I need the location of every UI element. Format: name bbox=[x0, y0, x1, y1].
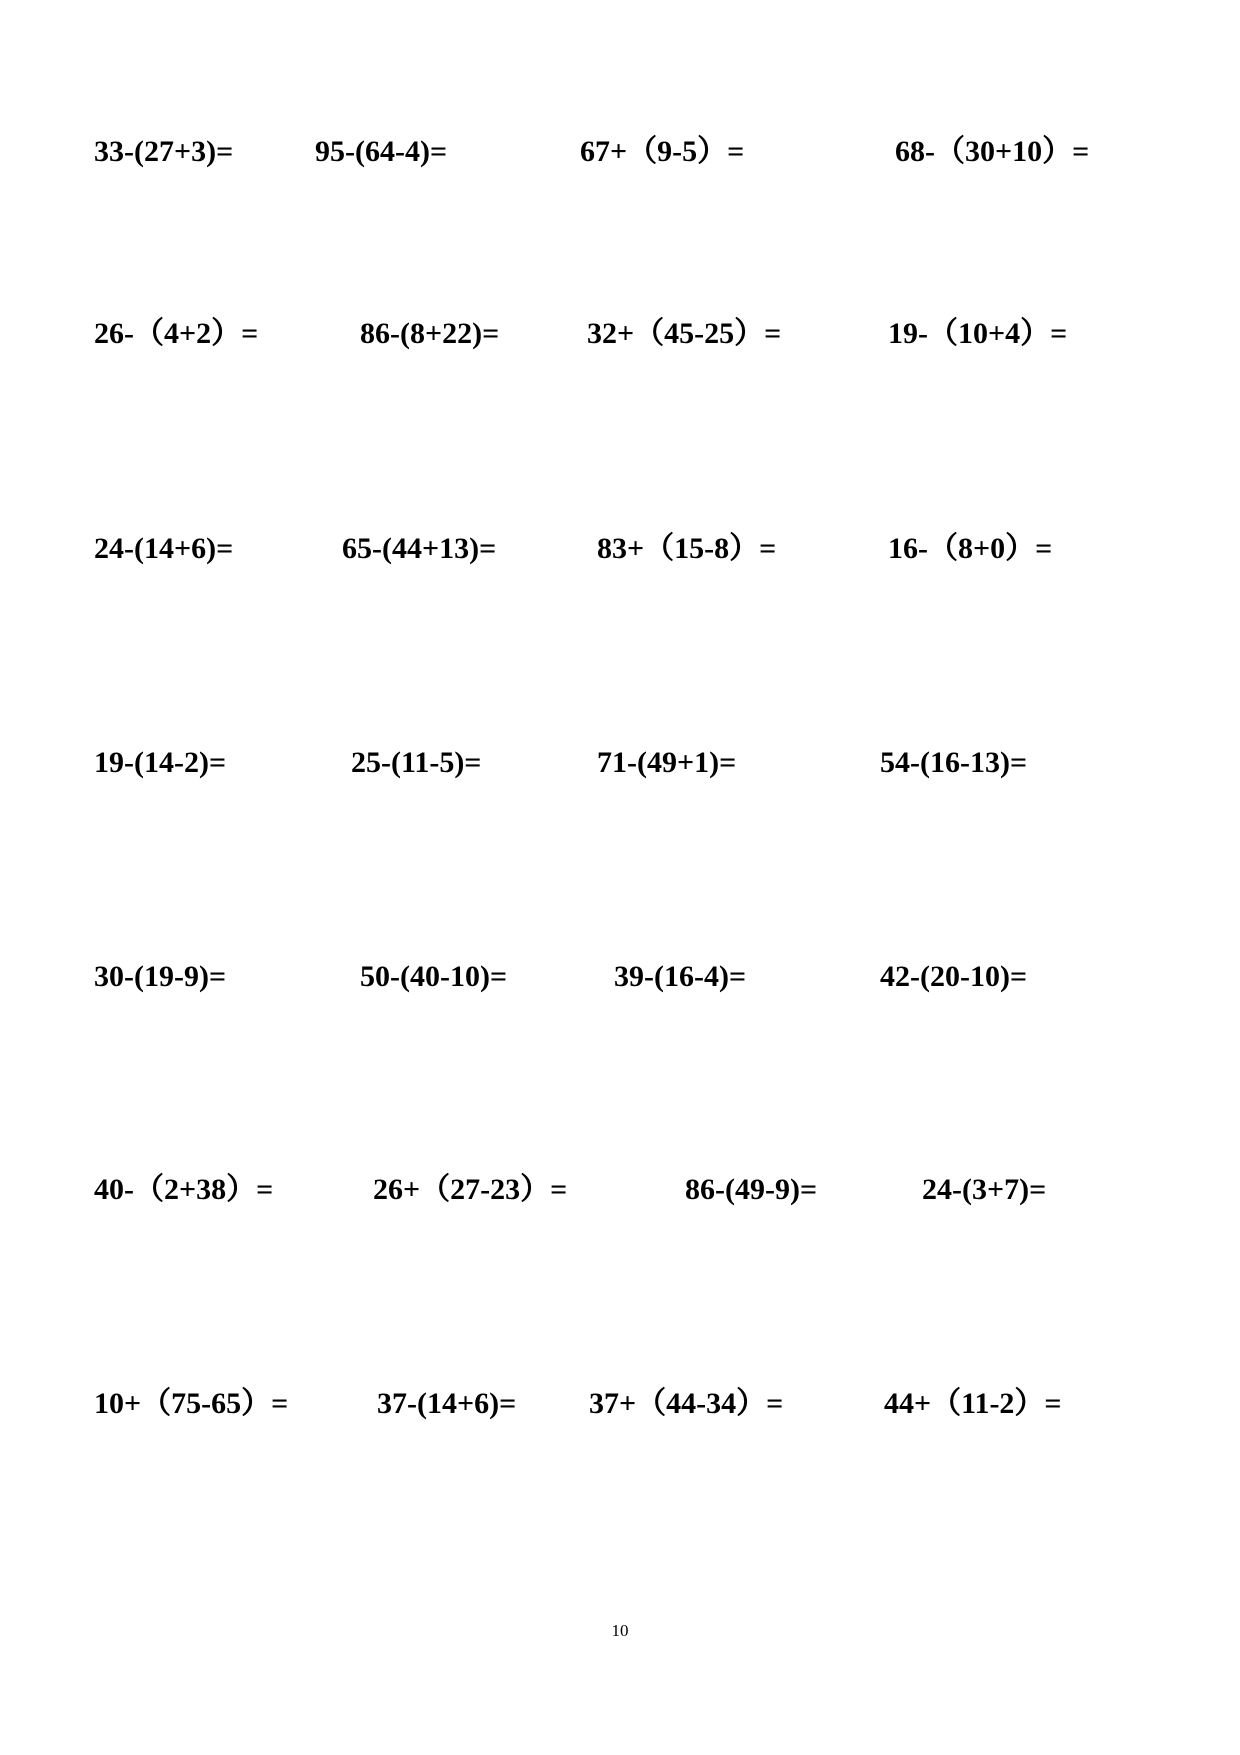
math-problem: 26+（27-23）= bbox=[373, 1173, 568, 1206]
math-problem: 50-(40-10)= bbox=[360, 960, 508, 993]
math-problem: 71-(49+1)= bbox=[597, 746, 737, 779]
math-problem: 65-(44+13)= bbox=[342, 532, 497, 565]
math-problem: 30-(19-9)= bbox=[94, 960, 227, 993]
math-problem: 54-(16-13)= bbox=[880, 746, 1028, 779]
math-problem: 37-(14+6)= bbox=[377, 1387, 517, 1420]
math-problem: 25-(11-5)= bbox=[351, 746, 482, 779]
problem-row-5 bbox=[0, 957, 1240, 997]
math-problem: 19-（10+4）= bbox=[888, 317, 1068, 350]
math-problem: 37+（44-34）= bbox=[589, 1387, 784, 1420]
math-problem: 40-（2+38）= bbox=[94, 1173, 274, 1206]
math-problem: 44+（11-2）= bbox=[884, 1387, 1062, 1420]
math-problem: 24-(3+7)= bbox=[922, 1173, 1047, 1206]
math-problem: 83+（15-8）= bbox=[597, 532, 777, 565]
page-number: 10 bbox=[611, 1621, 629, 1640]
problem-row-3 bbox=[0, 529, 1240, 569]
math-problem: 16-（8+0）= bbox=[888, 532, 1053, 565]
math-problem: 68-（30+10）= bbox=[895, 135, 1090, 168]
math-problem: 10+（75-65）= bbox=[94, 1387, 289, 1420]
math-problem: 39-(16-4)= bbox=[614, 960, 747, 993]
math-problem: 32+（45-25）= bbox=[587, 317, 782, 350]
math-problem: 42-(20-10)= bbox=[880, 960, 1028, 993]
math-problem: 86-(8+22)= bbox=[360, 317, 500, 350]
math-problem: 19-(14-2)= bbox=[94, 746, 227, 779]
problem-row-6 bbox=[0, 1170, 1240, 1210]
problem-row-2 bbox=[0, 314, 1240, 354]
math-problem: 95-(64-4)= bbox=[315, 135, 448, 168]
math-problem: 33-(27+3)= bbox=[94, 135, 234, 168]
problem-row-4 bbox=[0, 743, 1240, 783]
math-problem: 24-(14+6)= bbox=[94, 532, 234, 565]
math-problem: 26-（4+2）= bbox=[94, 317, 259, 350]
problem-row-7 bbox=[0, 1384, 1240, 1424]
math-problem: 86-(49-9)= bbox=[685, 1173, 818, 1206]
math-problem: 67+（9-5）= bbox=[580, 135, 745, 168]
problem-row-1 bbox=[0, 132, 1240, 172]
